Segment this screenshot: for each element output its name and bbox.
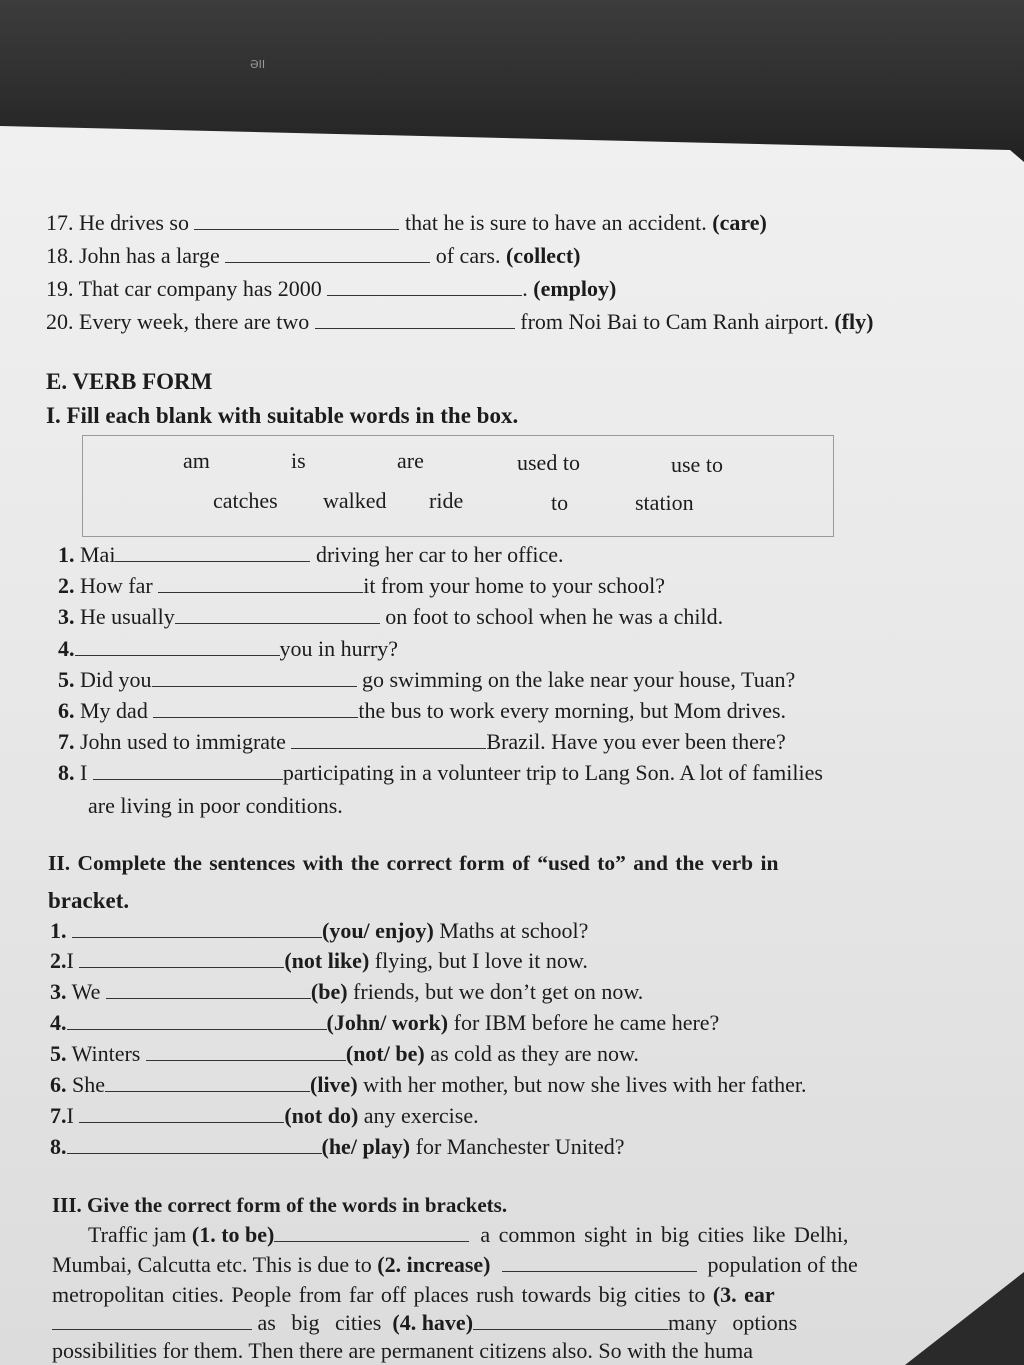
part2-item-6: 6. She (live) with her mother, but now she lives with her father.	[50, 1072, 807, 1097]
answer-blank[interactable]	[115, 543, 310, 562]
part3-line-2: Mumbai, Calcutta etc. This is due to (2. increase) population of the	[52, 1252, 858, 1277]
answer-blank[interactable]	[67, 1135, 322, 1154]
answer-blank[interactable]	[79, 949, 284, 968]
part2-item-7: 7.I (not do) any exercise.	[50, 1103, 479, 1128]
part1-item-6: 6. My dad the bus to work every morning, but Mom drives.	[58, 698, 787, 723]
answer-blank[interactable]	[106, 980, 311, 999]
part3-line-4: as big cities (4. have) many options	[52, 1310, 797, 1336]
part1-item-1: 1. Mai driving her car to her office.	[58, 542, 564, 567]
answer-blank[interactable]	[175, 605, 380, 624]
box-word: used to	[517, 450, 580, 475]
box-word: is	[291, 448, 306, 473]
question-17: 17. He drives so that he is sure to have an accident. (care)	[46, 210, 767, 235]
answer-blank[interactable]	[502, 1253, 697, 1272]
answer-blank[interactable]	[158, 574, 363, 593]
answer-blank[interactable]	[291, 730, 486, 749]
part1-heading: I. Fill each blank with suitable words in the box.	[46, 403, 519, 428]
question-19: 19. That car company has 2000 . (employ)	[46, 276, 617, 301]
part1-item-8: 8. I participating in a volunteer trip to Lang Son. A lot of families	[58, 760, 823, 785]
part1-item-7: 7. John used to immigrate Brazil. Have you ever been there?	[58, 729, 786, 754]
part2-item-4: 4. (John/ work) for IBM before he came here?	[50, 1010, 720, 1035]
answer-blank[interactable]	[315, 310, 515, 329]
answer-blank[interactable]	[72, 919, 322, 938]
section-e-title: E. VERB FORM	[46, 369, 213, 394]
answer-blank[interactable]	[274, 1223, 469, 1242]
part1-item-2: 2. How far it from your home to your school?	[58, 573, 666, 598]
box-word: use to	[671, 452, 723, 477]
answer-blank[interactable]	[153, 699, 358, 718]
answer-blank[interactable]	[327, 277, 522, 296]
box-word: to	[551, 490, 569, 515]
answer-blank[interactable]	[93, 761, 283, 780]
answer-blank[interactable]	[75, 637, 280, 656]
answer-blank[interactable]	[194, 211, 399, 230]
answer-blank[interactable]	[225, 244, 430, 263]
part2-heading-cont: bracket.	[48, 888, 130, 913]
question-18: 18. John has a large of cars. (collect)	[46, 243, 581, 268]
box-word: station	[635, 490, 694, 515]
answer-blank[interactable]	[146, 1042, 346, 1061]
answer-blank[interactable]	[67, 1011, 327, 1030]
box-word: am	[183, 448, 210, 473]
question-20: 20. Every week, there are two from Noi Bai to Cam Ranh airport. (fly)	[46, 309, 874, 334]
word-box	[82, 435, 834, 537]
part2-item-8: 8. (he/ play) for Manchester United?	[50, 1134, 625, 1159]
part3-line-5: possibilities for them. Then there are permanent citizens also. So with the huma	[52, 1338, 753, 1363]
part1-item-8-continued: are living in poor conditions.	[88, 793, 343, 818]
part2-item-3: 3. We (be) friends, but we don’t get on now.	[50, 979, 644, 1004]
fabric-label: ƏII	[250, 58, 266, 71]
answer-blank[interactable]	[105, 1073, 310, 1092]
part1-item-4: 4. you in hurry?	[58, 636, 399, 661]
part2-item-2: 2.I (not like) flying, but I love it now.	[50, 948, 588, 973]
part2-item-5: 5. Winters (not/ be) as cold as they are now.	[50, 1041, 639, 1066]
part3-line-1: Traffic jam (1. to be) a common sight in big cities like Delhi,	[88, 1222, 849, 1247]
part2-item-1: 1. (you/ enjoy) Maths at school?	[50, 918, 589, 943]
part3-heading: III. Give the correct form of the words in brackets.	[52, 1193, 508, 1217]
part2-heading: II. Complete the sentences with the correct form of “used to” and the verb in	[48, 851, 779, 875]
box-word: ride	[429, 488, 464, 513]
part1-item-3: 3. He usually on foot to school when he was a child.	[58, 604, 724, 629]
part1-item-5: 5. Did you go swimming on the lake near your house, Tuan?	[58, 667, 796, 692]
box-word: catches	[213, 488, 278, 513]
answer-blank[interactable]	[473, 1311, 668, 1330]
answer-blank[interactable]	[79, 1104, 284, 1123]
answer-blank[interactable]	[52, 1311, 252, 1330]
part3-line-3: metropolitan cities. People from far off places rush towards big cities to (3. ear	[52, 1282, 775, 1307]
answer-blank[interactable]	[152, 668, 357, 687]
box-word: walked	[323, 488, 387, 513]
box-word: are	[397, 448, 424, 473]
